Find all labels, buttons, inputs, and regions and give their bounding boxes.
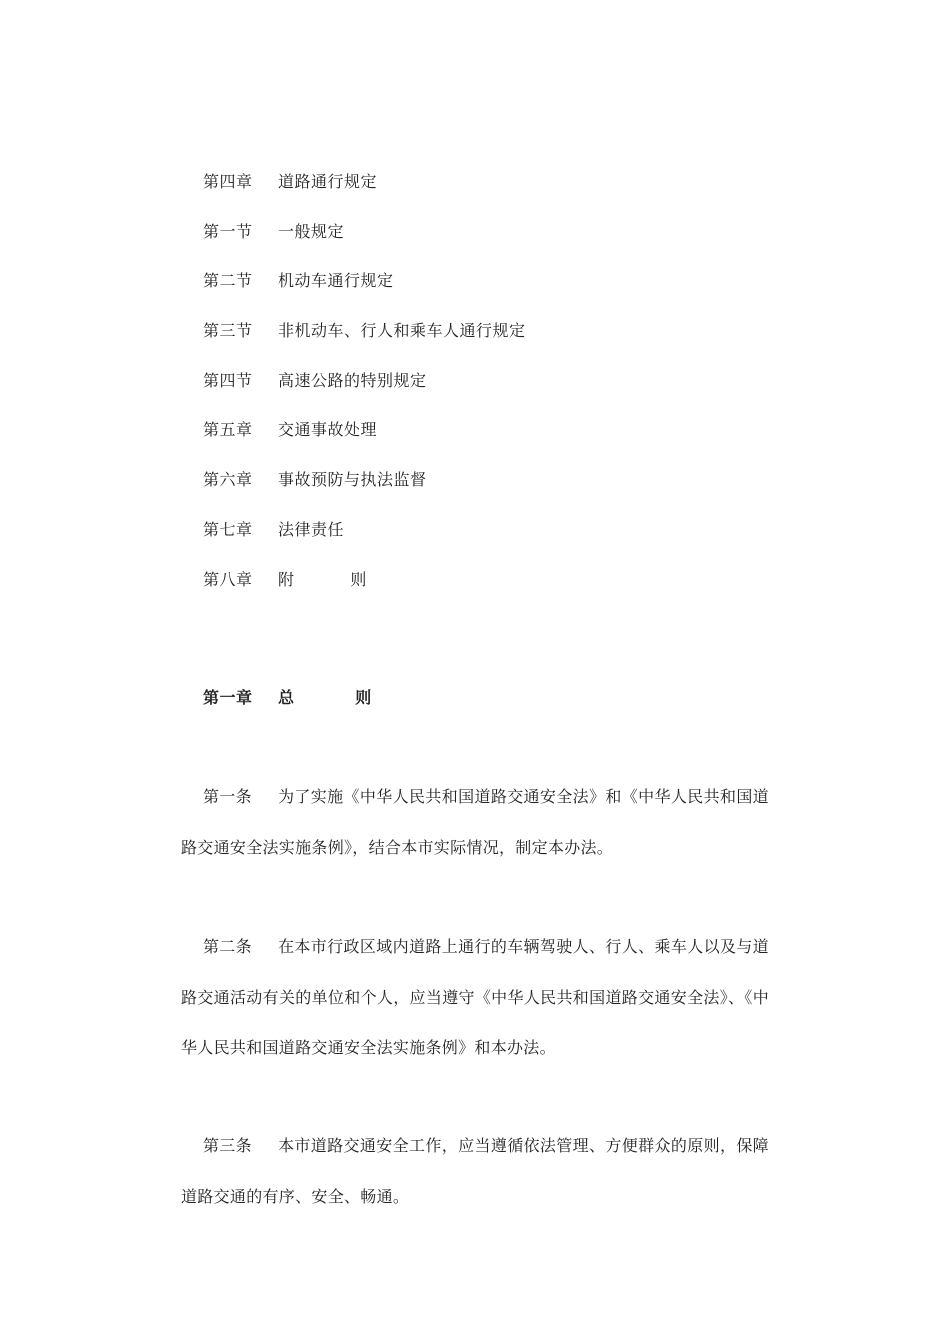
chapter-title: 总 则 xyxy=(278,688,372,707)
article-text: 在本市行政区域内道路上通行的车辆驾驶人、行人、乘车人以及与道路交通活动有关的单位和个人，应当遵守《中华人民共和国道路交通安全法》、《中华人民共和国道路交通安全法实施条例》和本办法。 xyxy=(181,937,769,1057)
toc-item-title: 法律责任 xyxy=(278,519,345,539)
article-number: 第二条 xyxy=(203,937,252,956)
toc-item-number: 第三节 xyxy=(203,321,253,341)
article-text: 为了实施《中华人民共和国道路交通安全法》和《中华人民共和国道路交通安全法实施条例》，结合本市实际情况，制定本办法。 xyxy=(181,787,769,857)
chapter-heading xyxy=(203,686,763,710)
toc-item-number: 第四章 xyxy=(203,172,253,191)
toc-item-number: 第八章 xyxy=(203,569,253,589)
toc-item-title: 交通事故处理 xyxy=(278,420,378,440)
toc-item xyxy=(203,269,763,319)
toc-item xyxy=(203,518,763,568)
toc-item-title: 非机动车、行人和乘车人通行规定 xyxy=(278,321,526,341)
table-of-contents xyxy=(203,170,763,617)
toc-item-title: 道路通行规定 xyxy=(278,172,378,191)
article-number: 第三条 xyxy=(203,1136,252,1155)
article-text: 本市道路交通安全工作，应当遵循依法管理、方便群众的原则，保障道路交通的有序、安全、畅通。 xyxy=(181,1136,769,1206)
toc-item xyxy=(203,220,763,270)
toc-item-number: 第二节 xyxy=(203,271,253,291)
toc-item-number: 第五章 xyxy=(203,420,253,440)
toc-item-number: 第四节 xyxy=(203,370,253,390)
toc-item xyxy=(203,170,763,220)
chapter-number: 第一章 xyxy=(203,688,253,707)
toc-item xyxy=(203,319,763,369)
toc-item-number: 第六章 xyxy=(203,470,253,490)
article-paragraph xyxy=(181,922,769,1074)
toc-item xyxy=(203,468,763,518)
toc-item-number: 第一节 xyxy=(203,221,253,241)
article-paragraph xyxy=(181,1121,769,1222)
article-number: 第一条 xyxy=(203,787,252,806)
toc-item-title: 高速公路的特别规定 xyxy=(278,370,427,390)
toc-item-title: 一般规定 xyxy=(278,221,345,241)
toc-item-title: 机动车通行规定 xyxy=(278,271,394,291)
toc-item xyxy=(203,369,763,419)
toc-item xyxy=(203,418,763,468)
article-paragraph xyxy=(181,772,769,873)
toc-item-title: 事故预防与执法监督 xyxy=(278,470,427,490)
toc-item xyxy=(203,568,763,618)
toc-item-number: 第七章 xyxy=(203,519,253,539)
toc-item-title: 附 则 xyxy=(278,569,367,589)
